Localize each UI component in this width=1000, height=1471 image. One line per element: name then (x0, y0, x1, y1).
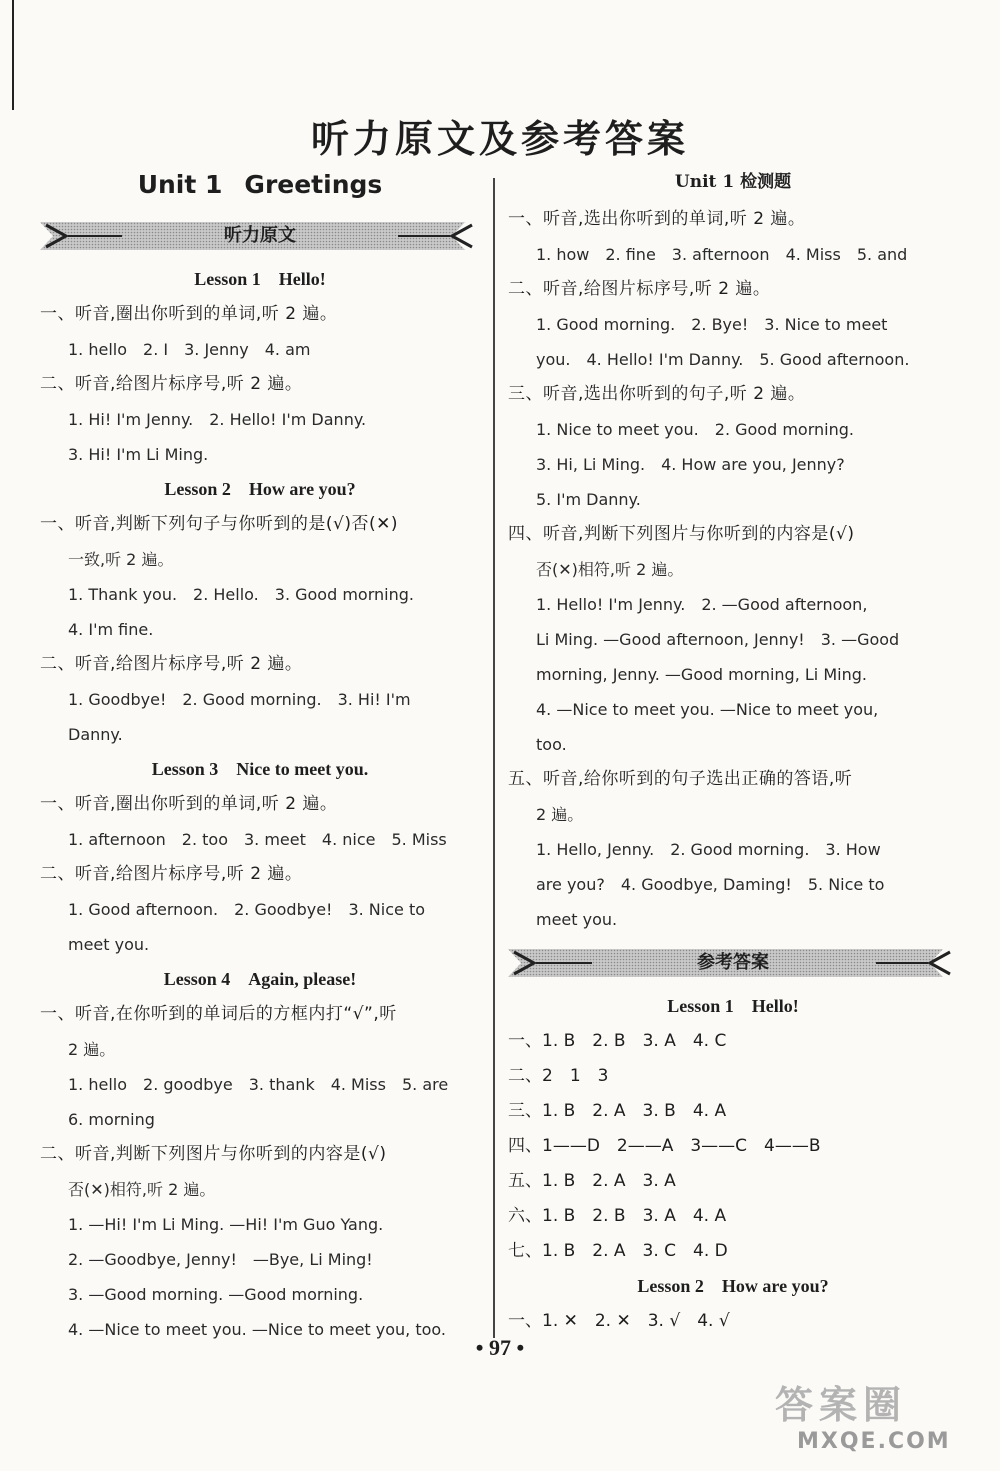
listening-text: 1. Good afternoon. 2. Goodbye! 3. Nice to (68, 900, 426, 919)
question-prompt: 二、听音,给图片标序号,听 2 遍。 (40, 864, 303, 884)
answer-line: 一、1. ✕ 2. ✕ 3. √ 4. √ (508, 1311, 730, 1331)
listening-text: 3. —Good morning. —Good morning. (68, 1285, 364, 1304)
answer-content (508, 989, 958, 1339)
right-column (508, 160, 958, 1339)
question-prompt: 三、听音,选出你听到的句子,听 2 遍。 (508, 384, 806, 404)
listening-text: 1. Nice to meet you. 2. Good morning. (536, 420, 854, 439)
listening-text: 一致,听 2 遍。 (68, 550, 174, 569)
listening-text: meet you. (68, 935, 150, 954)
question-prompt: 二、听音,给图片标序号,听 2 遍。 (40, 374, 303, 394)
listening-text: 3. Hi, Li Ming. 4. How are you, Jenny? (536, 455, 845, 474)
question-prompt: 二、听音,给图片标序号,听 2 遍。 (40, 654, 303, 674)
lesson-heading: Lesson 4 Again, please! (163, 969, 357, 989)
listening-text: too. (536, 735, 567, 754)
listening-text: 2 遍。 (68, 1040, 116, 1059)
question-prompt: 四、听音,判断下列图片与你听到的内容是(√) (508, 524, 855, 544)
left-column (40, 160, 480, 1347)
answer-line: 七、1. B 2. A 3. C 4. D (508, 1241, 728, 1261)
column-divider (493, 178, 495, 1338)
watermark-cn: 答案圈 (775, 1383, 908, 1427)
question-prompt: 五、听音,给你听到的句子选出正确的答语,听 (508, 769, 853, 789)
listening-text: 3. Hi! I'm Li Ming. (68, 445, 209, 464)
question-prompt: 一、听音,圈出你听到的单词,听 2 遍。 (40, 794, 338, 814)
listening-text: 4. —Nice to meet you. —Nice to meet you, (536, 700, 879, 719)
listening-text: morning, Jenny. —Good morning, Li Ming. (536, 665, 867, 684)
listening-text: 1. Goodbye! 2. Good morning. 3. Hi! I'm (68, 690, 411, 709)
watermark-logo (775, 1382, 990, 1464)
page-title: 听力原文及参考答案 (310, 116, 689, 161)
listening-text: 1. hello 2. I 3. Jenny 4. am (68, 340, 311, 359)
listening-text: 否(✕)相符,听 2 遍。 (536, 560, 684, 579)
page-number: • 97 • (475, 1335, 525, 1360)
unit-name: Greetings (244, 170, 383, 199)
answer-line: 二、2 1 3 (508, 1066, 609, 1086)
lesson-heading: Lesson 1 Hello! (667, 996, 799, 1016)
listening-text: you. 4. Hello! I'm Danny. 5. Good afternoon. (536, 350, 910, 369)
question-prompt: 一、听音,圈出你听到的单词,听 2 遍。 (40, 304, 338, 324)
listening-text: 4. —Nice to meet you. —Nice to meet you, too. (68, 1320, 446, 1339)
listening-text: 1. Hello! I'm Jenny. 2. —Good afternoon, (536, 595, 868, 614)
listening-text: 4. I'm fine. (68, 620, 154, 639)
listening-text: 1. Thank you. 2. Hello. 3. Good morning. (68, 585, 414, 604)
unit-number: Unit 1 (137, 170, 223, 199)
lesson-heading: Lesson 3 Nice to meet you. (151, 759, 369, 779)
listening-text: Li Ming. —Good afternoon, Jenny! 3. —Good (536, 630, 900, 649)
banner-label: 听力原文 (224, 225, 296, 246)
right-content (508, 202, 958, 937)
answer-line: 六、1. B 2. B 3. A 4. A (508, 1206, 727, 1226)
question-prompt: 一、听音,判断下列句子与你听到的是(√)否(✕) (40, 514, 399, 534)
listening-text: 2 遍。 (536, 805, 584, 824)
listening-text: 1. Good morning. 2. Bye! 3. Nice to meet (536, 315, 888, 334)
lesson-heading: Lesson 2 How are you? (637, 1276, 829, 1296)
question-prompt: 一、听音,在你听到的单词后的方框内打“√”,听 (40, 1004, 397, 1024)
page-edge-line (12, 0, 14, 110)
listening-text: 5. I'm Danny. (536, 490, 641, 509)
listening-text: 1. afternoon 2. too 3. meet 4. nice 5. Miss (68, 830, 447, 849)
listening-text: 6. morning (68, 1110, 155, 1129)
listening-text: 2. —Goodbye, Jenny! —Bye, Li Ming! (68, 1250, 373, 1269)
check-title: Unit 1 检测题 (674, 172, 792, 192)
listening-text: 1. Hi! I'm Jenny. 2. Hello! I'm Danny. (68, 410, 367, 429)
question-prompt: 二、听音,给图片标序号,听 2 遍。 (508, 279, 771, 299)
unit-title (40, 160, 480, 210)
listening-text: 1. hello 2. goodbye 3. thank 4. Miss 5. are (68, 1075, 449, 1094)
listening-text: meet you. (536, 910, 618, 929)
section-banner-answers (508, 943, 958, 983)
question-prompt: 一、听音,选出你听到的单词,听 2 遍。 (508, 209, 806, 229)
watermark-en: MXQE.COM (797, 1429, 951, 1454)
answer-line: 四、1——D 2——A 3——C 4——B (508, 1136, 821, 1156)
listening-text: 1. Hello, Jenny. 2. Good morning. 3. How (536, 840, 881, 859)
lesson-heading: Lesson 1 Hello! (194, 269, 326, 289)
answer-line: 五、1. B 2. A 3. A (508, 1171, 676, 1191)
banner-label: 参考答案 (697, 952, 769, 973)
section-banner-listening (40, 216, 480, 256)
question-prompt: 二、听音,判断下列图片与你听到的内容是(√) (40, 1144, 387, 1164)
left-content (40, 262, 480, 1347)
listening-text: 1. how 2. fine 3. afternoon 4. Miss 5. and (536, 245, 908, 264)
lesson-heading: Lesson 2 How are you? (164, 479, 356, 499)
listening-text: are you? 4. Goodbye, Daming! 5. Nice to (536, 875, 885, 894)
listening-text: 否(✕)相符,听 2 遍。 (68, 1180, 216, 1199)
listening-text: Danny. (68, 725, 123, 744)
answer-line: 一、1. B 2. B 3. A 4. C (508, 1031, 727, 1051)
listening-text: 1. —Hi! I'm Li Ming. —Hi! I'm Guo Yang. (68, 1215, 384, 1234)
answer-line: 三、1. B 2. A 3. B 4. A (508, 1101, 727, 1121)
